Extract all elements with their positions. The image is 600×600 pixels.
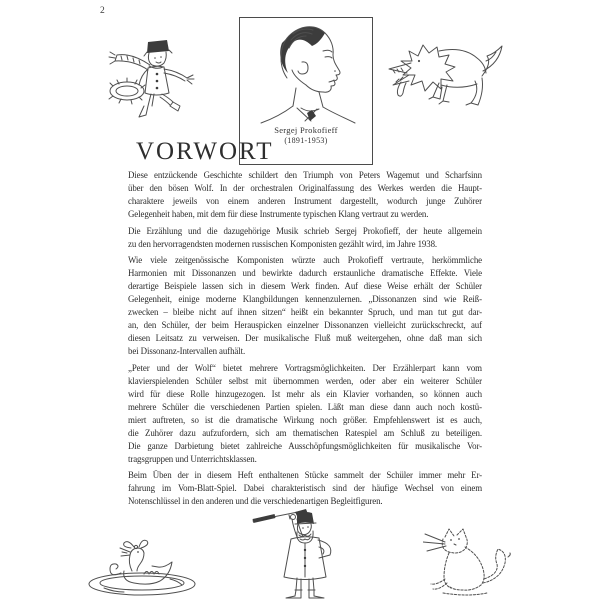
text-line: klavierspielenden Schüler selbst mit übernommen werden, oder aber ein weiterer Schüler <box>128 375 482 386</box>
paragraph <box>128 225 482 251</box>
text-line: über den bösen Wolf. In der orchestralen Originalfassung des Werkes werden die Haupt- <box>128 183 482 193</box>
text-line: Die Erzählung und die dazugehörige Musik schrieb Sergej Prokofieff, der heute allgemein <box>128 225 482 236</box>
text-line: bei Dissonanz-Intervallen aufhält. <box>128 346 246 356</box>
wolf-drawing <box>383 33 505 118</box>
cat-drawing <box>423 527 518 600</box>
paragraph <box>128 362 482 466</box>
text-line: Die ganze Darbietung bietet zahlreiche Ausschöpfungsmöglichkeiten für musikalische Vor- <box>128 440 482 451</box>
text-line: fahrung im Vom-Blatt-Spiel. Dabei charakteristisch sind der häufige Wechsel von einem <box>128 483 482 493</box>
text-line: charaktere jeweils von einem anderen Instrument dargestellt, wodurch junge Zuhörer <box>128 196 482 206</box>
text-line: die Zuhörer dazu aufzufordern, sich am thematischen Ratespiel am Schluß zu beteiligen. <box>128 427 482 438</box>
text-line: Notenschlüssel in den anderen und die verschiedenartigen Begleitfiguren. <box>128 496 383 506</box>
text-line: wird für diese Rolle hinzugezogen. Ist mehr als ein Klavier vorhanden, so können auch <box>128 388 482 399</box>
page-title: VORWORT <box>136 138 274 165</box>
text-line: Gelegenheit haben, mit dem für diese Instrumente typischen Klang vertraut zu werden. <box>128 209 429 219</box>
portrait-caption-name: Sergej Prokofieff <box>274 125 338 135</box>
hunter-with-rifle-drawing <box>245 505 360 600</box>
text-line: an, den Schüler, der beim Herauspicken einzelner Dissonanzen vielleicht zurückschreckt, auf <box>128 320 482 330</box>
text-line: tragsgruppen und Unterrichtsklassen. <box>128 453 257 464</box>
text-line: Harmonien mit Dissonanzen und bewirkte dadurch erstaunliche dramatische Effekte. Viele <box>128 268 482 278</box>
text-line: zwecken – bleibe nicht auf ihnen sitzen“ heißt ein bekannter Spruch, und man tut gut dar- <box>128 307 482 317</box>
page-number: 2 <box>100 6 105 16</box>
body-text <box>128 169 482 512</box>
text-line: „Peter und der Wolf“ bietet mehrere Vortragsmöglichkeiten. Der Erzählerpart kann vom <box>128 362 482 373</box>
text-line: miert auftreten, so ist die dramatische Wirkung noch größer. Empfehlenswert ist es auch, <box>128 414 482 425</box>
paragraph <box>128 469 482 508</box>
portrait-caption-years: (1891-1953) <box>284 136 328 145</box>
duck-on-pond-drawing <box>86 537 201 599</box>
text-line: Beim Üben der in diesem Heft enthaltenen Stücke sammelt der Schüler immer mehr Er- <box>128 470 482 480</box>
text-line: Diese entzückende Geschichte schildert den Triumph von Peters Wagemut und Scharfsinn <box>128 170 482 180</box>
paragraph <box>128 169 482 221</box>
text-line: zu den hervorragendsten modernen russischen Komponisten gezählt wird, im Jahre 1938. <box>128 238 438 249</box>
prokofiev-portrait-drawing <box>245 20 367 124</box>
text-line: derartige Beispiele lassen sich in diesem Werk finden. Auf diese Weise erhält der Schüler <box>128 281 482 291</box>
text-line: diesen Leitsatz zu verweisen. Der musikalische Fluß muß weitergehen, ohne daß man sich <box>128 333 482 343</box>
text-line: Gelegenheit, einige moderne Klangbildungen kennenzulernen. „Dissonanzen sind wie Reiß- <box>128 294 482 304</box>
peter-hat <box>147 40 169 53</box>
text-line: mehrere Schüler die verschiedenen Partien spielen. Läßt man diese dann auch noch kostü- <box>128 401 482 412</box>
hair <box>280 27 325 73</box>
paragraph <box>128 254 482 358</box>
peter-with-lasso-drawing <box>103 35 205 120</box>
text-line: Wie viele zeitgenössische Komponisten würzte auch Prokofieff vertraute, herkömmliche <box>128 255 482 265</box>
